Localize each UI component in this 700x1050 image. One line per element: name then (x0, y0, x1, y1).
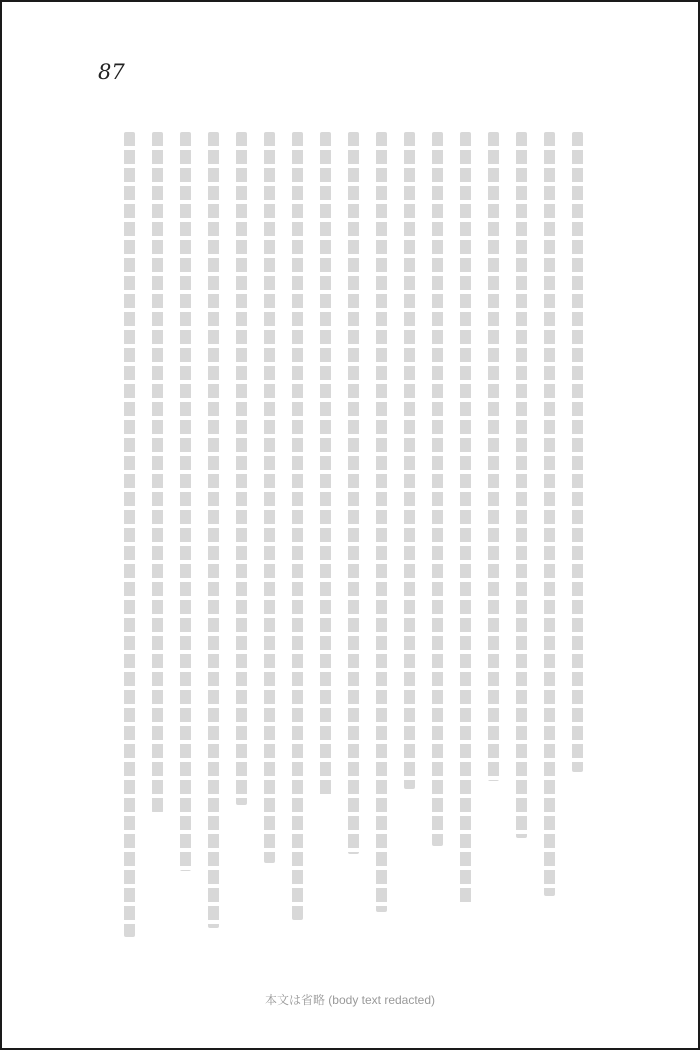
redacted-text-column (544, 132, 555, 896)
redacted-text-column (152, 132, 163, 813)
redaction-note: 本文は省略 (body text redacted) (264, 993, 436, 1007)
page-number: 87 (98, 60, 125, 84)
redacted-text-column (264, 132, 275, 863)
redacted-text-column (180, 132, 191, 871)
redacted-text-column (292, 132, 303, 920)
redacted-text-column (376, 132, 387, 912)
redacted-text-column (460, 132, 471, 904)
redacted-text-column (516, 132, 527, 838)
redacted-text-column (348, 132, 359, 854)
redacted-text-column (488, 132, 499, 781)
redacted-text-column (404, 132, 415, 789)
text-body-redacted (107, 132, 583, 953)
redacted-text-column (208, 132, 219, 928)
redacted-text-column (320, 132, 331, 797)
redacted-text-column (432, 132, 443, 846)
redacted-text-column (236, 132, 247, 805)
redacted-text-column (572, 132, 583, 772)
redacted-text-column (124, 132, 135, 937)
